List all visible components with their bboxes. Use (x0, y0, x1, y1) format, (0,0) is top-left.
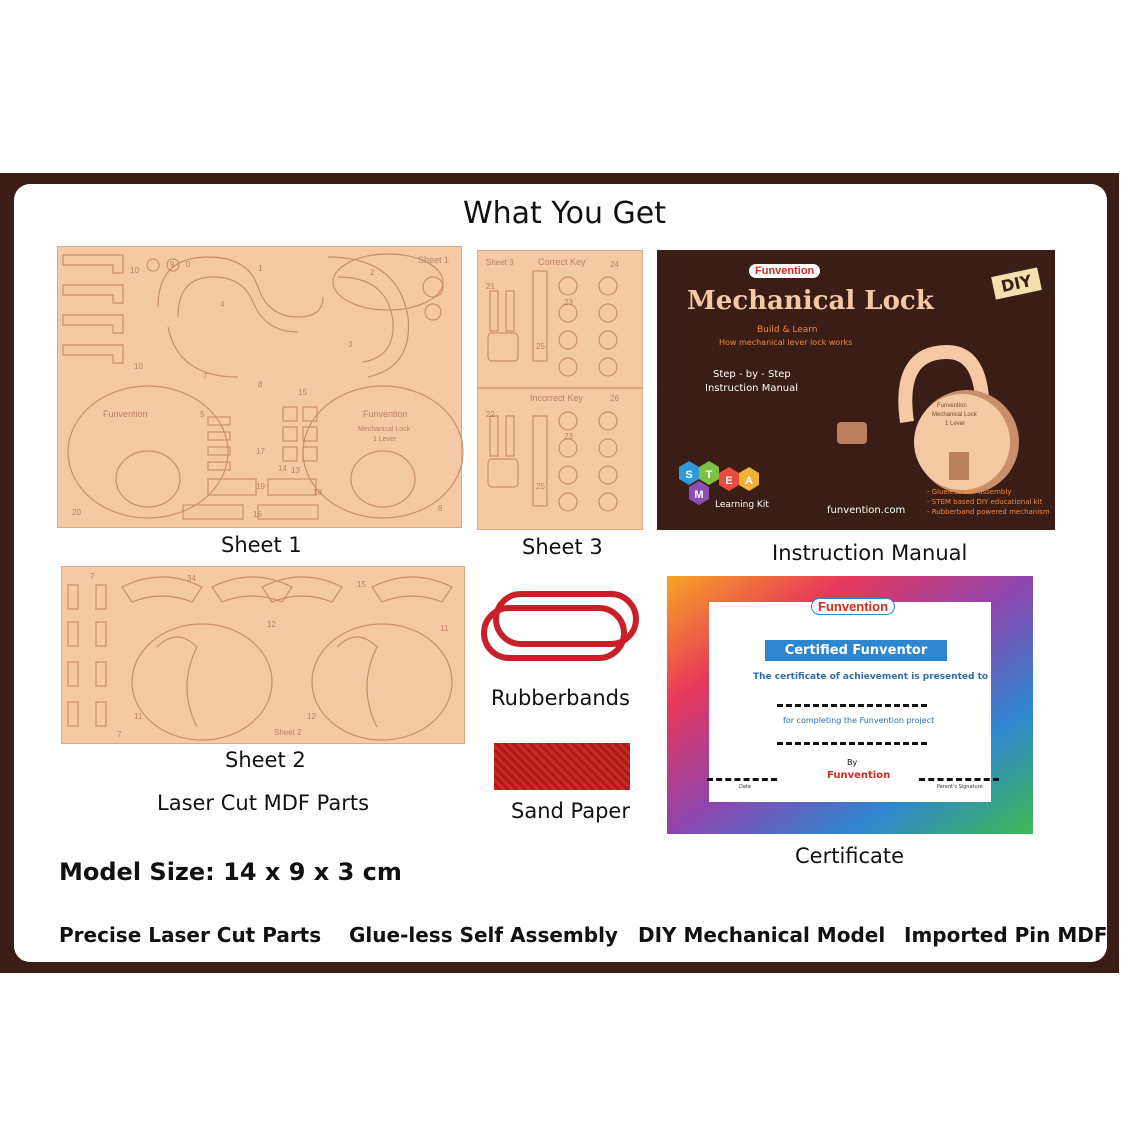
steam-letter: S (685, 469, 693, 481)
part-number: 23 (564, 432, 573, 441)
rubberband-2 (496, 594, 636, 644)
sheet2-drawing (62, 567, 464, 743)
model-size: Model Size: 14 x 9 x 3 cm (59, 858, 402, 886)
manual-bullet-3: - Rubberband powered mechanism (927, 508, 1050, 516)
manual-learning-kit: Learning Kit (715, 500, 769, 510)
part-number: 34 (187, 574, 196, 583)
date-dotted-line (707, 778, 777, 781)
part-number: 21 (486, 282, 495, 291)
sheet1-panel-brand: Funvention (103, 409, 148, 419)
part-number: 16 (253, 510, 262, 519)
part-number: 14 (278, 464, 287, 473)
certificate-by: By (847, 758, 858, 767)
certificate-by-brand: Funvention (827, 770, 891, 781)
manual-brand-badge: Funvention (749, 264, 820, 278)
caption-certificate: Certificate (795, 844, 905, 868)
manual-title: Mechanical Lock (687, 286, 934, 316)
part-number: 18 (313, 488, 322, 497)
caption-laser-cut: Laser Cut MDF Parts (157, 791, 370, 815)
certificate-parent-label: Parent's Signature (937, 784, 983, 790)
signature-dotted-line (919, 778, 999, 781)
part-number: 15 (298, 388, 307, 397)
part-number: 8 (258, 380, 263, 389)
manual-line-1: Build & Learn (757, 325, 818, 335)
feature-glue-less: Glue-less Self Assembly (349, 923, 618, 947)
sheet1-panel-model: Mechanical Lock (358, 426, 411, 433)
sheet3-panel-label: Sheet 3 (486, 258, 514, 267)
part-number: 15 (357, 580, 366, 589)
part-number: 10 (134, 362, 143, 371)
feature-precise-laser-cut: Precise Laser Cut Parts (59, 923, 322, 947)
part-number: 17 (256, 447, 265, 456)
certificate-image (667, 576, 1033, 834)
part-number: 0 (186, 260, 191, 269)
page-title: What You Get (462, 196, 667, 231)
sheet1-drawing (58, 247, 461, 527)
incorrect-key-label: Incorrect Key (530, 393, 584, 403)
part-number: 20 (72, 508, 81, 517)
sheet1-panel-lever: 1 Lever (373, 436, 397, 443)
part-number: 1 (258, 264, 263, 273)
rubberbands-image (478, 588, 643, 668)
instruction-manual-cover (657, 250, 1055, 530)
part-number: 25 (536, 482, 545, 491)
certificate-brand: Funvention (811, 598, 895, 615)
manual-line-2: How mechanical lever lock works (719, 338, 853, 347)
sandpaper-image (494, 743, 630, 790)
part-number: 7 (203, 372, 208, 381)
sheet3-image (477, 250, 643, 530)
correct-key-label: Correct Key (538, 257, 586, 267)
sheet2-image (61, 566, 465, 744)
caption-sheet2: Sheet 2 (225, 748, 306, 772)
sheet3-drawing (478, 251, 642, 529)
part-number: 7 (90, 572, 95, 581)
part-number: 26 (610, 394, 619, 403)
steam-letter: M (694, 489, 704, 501)
part-number: 11 (440, 624, 449, 633)
sheet1-panel-brand-2: Funvention (363, 409, 408, 419)
part-number: 2 (370, 268, 375, 277)
part-number: 11 (134, 712, 143, 721)
lock-model-text: Mechanical Lock (932, 412, 977, 418)
sheet1-image (57, 246, 462, 528)
feature-imported-pin-mdf: Imported Pin MDF (904, 923, 1108, 947)
sheet1-panel-label: Sheet 1 (418, 255, 450, 265)
rubberband-1 (484, 608, 624, 658)
certificate-line-1: The certificate of achievement is presented to (753, 672, 989, 682)
caption-rubberbands: Rubberbands (491, 686, 630, 710)
part-number: 19 (256, 482, 265, 491)
steam-letter: A (745, 475, 753, 487)
manual-bullet-2: - STEM based DIY educational kit (927, 498, 1043, 506)
caption-sandpaper: Sand Paper (511, 799, 630, 823)
part-number: 22 (486, 410, 495, 419)
part-number: 6 (438, 504, 443, 513)
feature-diy-mechanical: DIY Mechanical Model (638, 923, 886, 947)
caption-sheet3: Sheet 3 (522, 535, 603, 559)
manual-step-1: Step - by - Step (713, 369, 791, 380)
manual-diy-badge: DIY (991, 267, 1042, 299)
recipient-dotted-line (777, 704, 927, 707)
part-number: 3 (348, 340, 353, 349)
part-number: 12 (307, 712, 316, 721)
steam-letter: E (725, 475, 733, 487)
part-number: 24 (610, 260, 619, 269)
steam-letter: T (705, 469, 713, 481)
part-number: 5 (200, 410, 205, 419)
part-number: 13 (291, 466, 300, 475)
certificate-date-label: Date (739, 784, 751, 790)
caption-sheet1: Sheet 1 (221, 533, 302, 557)
certificate-ribbon: Certified Funventor (765, 640, 947, 661)
manual-bullet-1: - Glueless self assembly (927, 488, 1012, 496)
part-number: 4 (220, 300, 225, 309)
sheet2-panel-label: Sheet 2 (274, 728, 302, 737)
part-number: 9 (170, 260, 175, 269)
part-number: 7 (117, 730, 122, 739)
certificate-line-2: for completing the Funvention project (783, 716, 935, 725)
part-number: 23 (564, 298, 573, 307)
part-number: 12 (267, 620, 276, 629)
part-number: 10 (130, 266, 139, 275)
lock-lever-text: 1 Lever (945, 421, 966, 427)
project-dotted-line (777, 742, 927, 745)
part-number: 25 (536, 342, 545, 351)
manual-step-2: Instruction Manual (705, 383, 799, 394)
caption-instruction-manual: Instruction Manual (772, 541, 968, 565)
manual-website: funvention.com (827, 505, 906, 516)
lock-brand-text: Funvention (937, 403, 967, 409)
